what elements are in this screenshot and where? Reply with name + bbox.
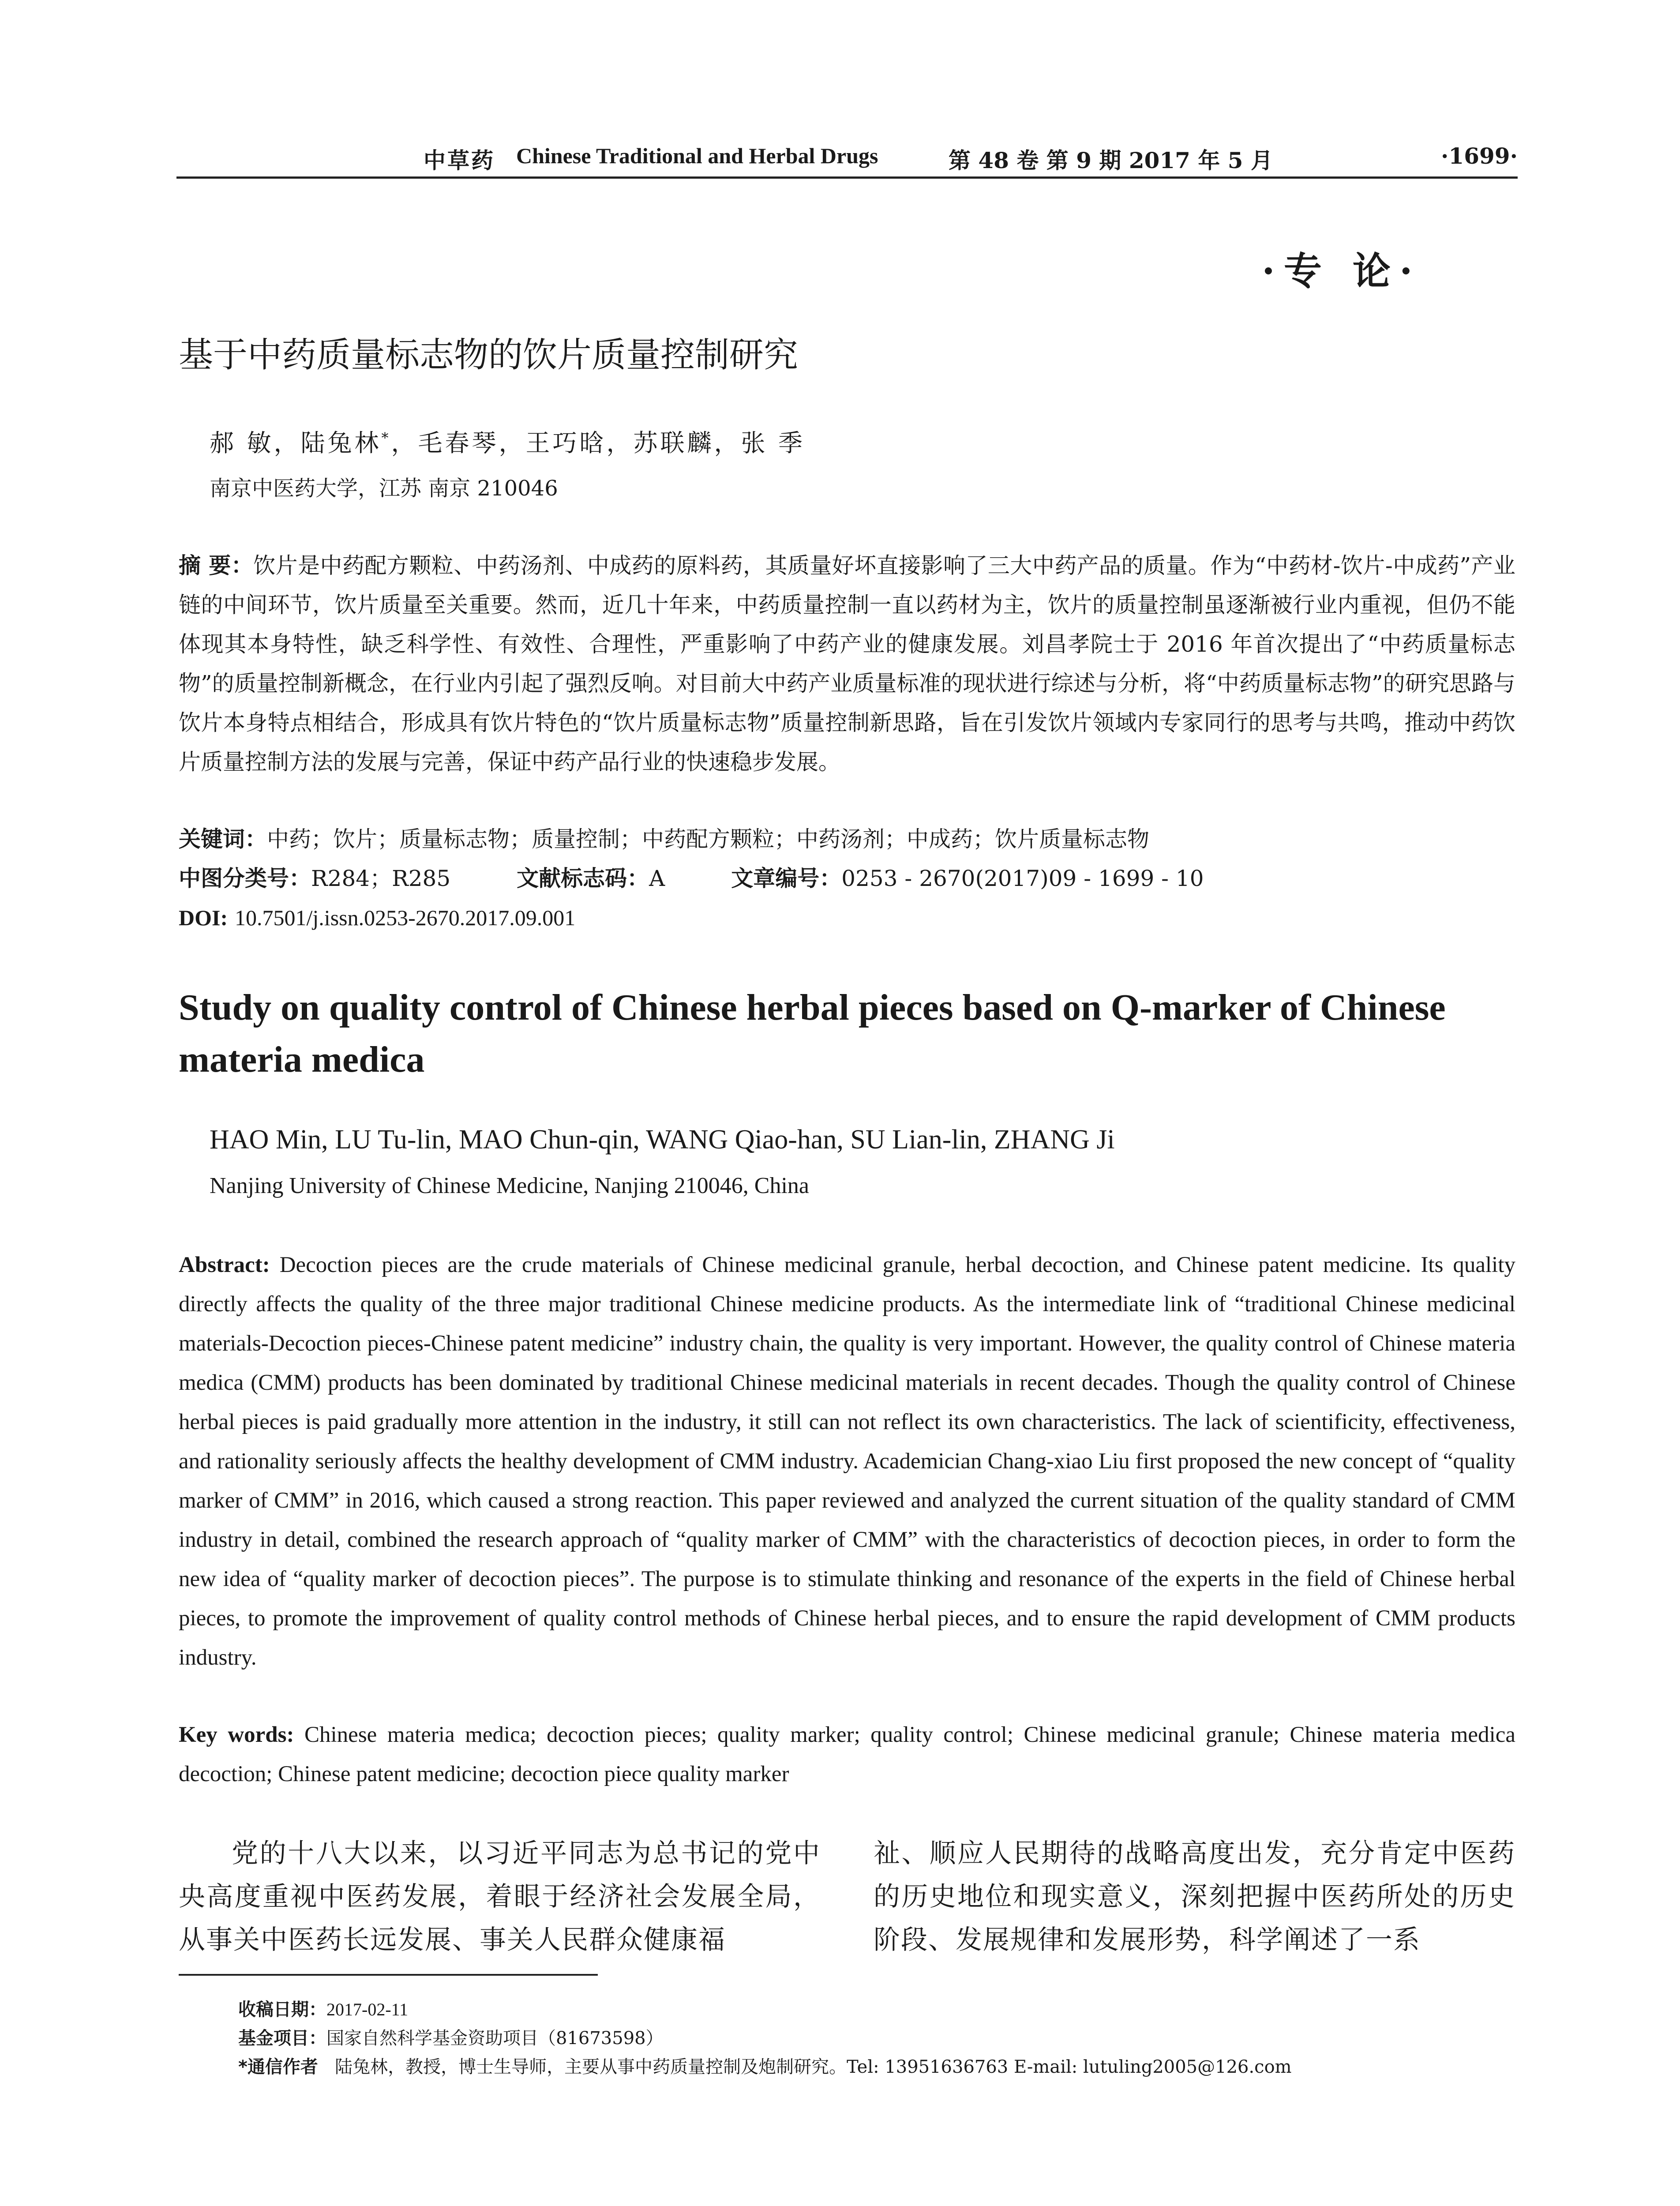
clc-label: 中图分类号： [179,866,311,891]
keywords-en-label: Key words: [179,1722,294,1747]
received-date: 2017-02-11 [326,2000,409,2019]
header-divider [176,176,1518,179]
corresp-text: 陆兔林，教授，博士生导师，主要从事中药质量控制及炮制研究。Tel: 13951636763 E-mail: lutuling2005@126.com [335,2057,1292,2077]
journal-name-en: Chinese Traditional and Herbal Drugs [516,143,878,168]
footnote-funding [238,2024,664,2049]
article-no-value: 0253 - 2670(2017)09 - 1699 - 10 [841,866,1204,891]
received-label: 收稿日期： [238,2000,326,2020]
article-no-label: 文章编号： [731,866,842,891]
classification-line [179,859,1515,898]
journal-name-cn: 中草药 [424,147,495,173]
abstract-cn-text: 饮片是中药配方颗粒、中药汤剂、中成药的原料药，其质量好坏直接影响了三大中药产品的质量。作为“中药材-饮片-中成药”产业链的中间环节，饮片质量至关重要。然而，近几十年来，中药质量控制一直以药材为主，饮片的质量控制虽逐渐被行业内重视，但仍不能体现其本身特性，缺乏科学性、有效性、合理性，严重影响了中药产业的健康发展。刘昌孝院士于 2016 年首次提出了“中药质量标志物”的质量控制新概念，在行业内引起了强烈反响。对目前大中药产业质量标准的现状进行综述与分析，将“中药质量标志物”的研究思路与饮片本身特点相结合，形成具有饮片特色的“饮片质量标志物”质量控制新思路，旨在引发饮片领域内专家同行的思考与共鸣，推动中药饮片质量控制方法的发展与完善，保证中药产品行业的快速稳步发展。 [179,553,1515,775]
keywords-en [179,1715,1515,1794]
body-column-left: 党的十八大以来，以习近平同志为总书记的党中央高度重视中医药发展，着眼于经济社会发展全局，从事关中医药长远发展、事关人民群众健康福 [179,1838,821,1955]
section-label: ·专 论· [1262,249,1421,293]
abstract-cn-label: 摘 要： [179,553,254,578]
abstract-cn [179,546,1515,782]
page-number: ·1699· [1441,143,1518,169]
keywords-en-text: Chinese materia medica; decoction pieces; quality marker; quality control; Chinese medicinal granule; Chinese materia medica decoction; Chinese patent medicine; decoction piece quality marker [179,1722,1516,1786]
abstract-en-label: Abstract: [179,1253,270,1277]
doi-label: DOI: [179,905,228,930]
keywords-cn-text: 中药；饮片；质量标志物；质量控制；中药配方颗粒；中药汤剂；中成药；饮片质量标志物 [267,826,1149,852]
doi-line [179,898,1515,938]
affiliation-en: Nanjing University of Chinese Medicine, Nanjing 210046, China [210,1173,810,1198]
body-column-right: 祉、顺应人民期待的战略高度出发，充分肯定中医药的历史地位和现实意义，深刻把握中医药所处的历史阶段、发展规律和发展形势，科学阐述了一系 [874,1838,1515,1955]
footnote-corresponding [238,2053,1292,2078]
authors-en: HAO Min, LU Tu-lin, MAO Chun-qin, WANG Qiao-han, SU Lian-lin, ZHANG Ji [210,1125,1115,1155]
doc-code-value: A [649,866,665,891]
corresponding-author-mark: * [381,429,391,446]
article-title-en: Study on quality control of Chinese herbal pieces based on Q-marker of Chinese materia medica [179,987,1446,1080]
keywords-cn [179,820,1515,859]
abstract-en [179,1246,1515,1677]
abstract-en-text: Decoction pieces are the crude materials of Chinese medicinal granule, herbal decoction, and Chinese patent medicine. Its quality directly affects the quality of the three major traditional Chinese medicine products. As the intermediate link of “traditional Chinese medicinal materials-Decoction pieces-Chinese patent medicine” industry chain, the quality is very important. However, the quality control of Chinese materia medica (CMM) products has been dominated by traditional Chinese medicinal materials in recent decades. Though the quality control of Chinese herbal pieces is paid gradually more attention in the industry, it still can not reflect its own characteristics. The lack of scientificity, effectiveness, and rationality seriously affects the healthy development of CMM industry. Academician Chang-xiao Liu first proposed the new concept of “quality marker of CMM” in 2016, which caused a strong reaction. This paper reviewed and analyzed the current situation of the quality standard of CMM industry in detail, combined the research approach of “quality marker of CMM” with the characteristics of decoction pieces, in order to form the new idea of “quality marker of decoction pieces”. The purpose is to stimulate thinking and resonance of the experts in the field of Chinese herbal pieces, to promote the improvement of quality control methods of Chinese herbal pieces, and to ensure the rapid development of CMM products industry. [179,1253,1516,1670]
clc-value: R284；R285 [311,866,451,891]
footnote-received [238,1996,408,2021]
doi-link[interactable]: 10.7501/j.issn.0253-2670.2017.09.001 [235,905,576,930]
doc-code-label: 文献标志码： [517,866,649,891]
funding-label: 基金项目： [238,2028,326,2048]
authors-cn-part1: 郝 敏，陆兔林 [210,429,382,457]
authors-cn [210,424,805,458]
corresp-label: *通信作者 [238,2057,318,2077]
affiliation-cn: 南京中医药大学，江苏 南京 210046 [210,476,558,501]
footnote-divider [179,1974,598,1976]
article-title-cn: 基于中药质量标志物的饮片质量控制研究 [179,335,799,375]
funding-text: 国家自然科学基金资助项目（81673598） [326,2028,664,2048]
issue-info: 第 48 卷 第 9 期 2017 年 5 月 [949,147,1273,173]
running-header [176,140,1518,176]
authors-cn-part2: ，毛春琴，王巧晗，苏联麟，张 季 [391,429,805,457]
keywords-cn-label: 关键词： [179,826,267,852]
